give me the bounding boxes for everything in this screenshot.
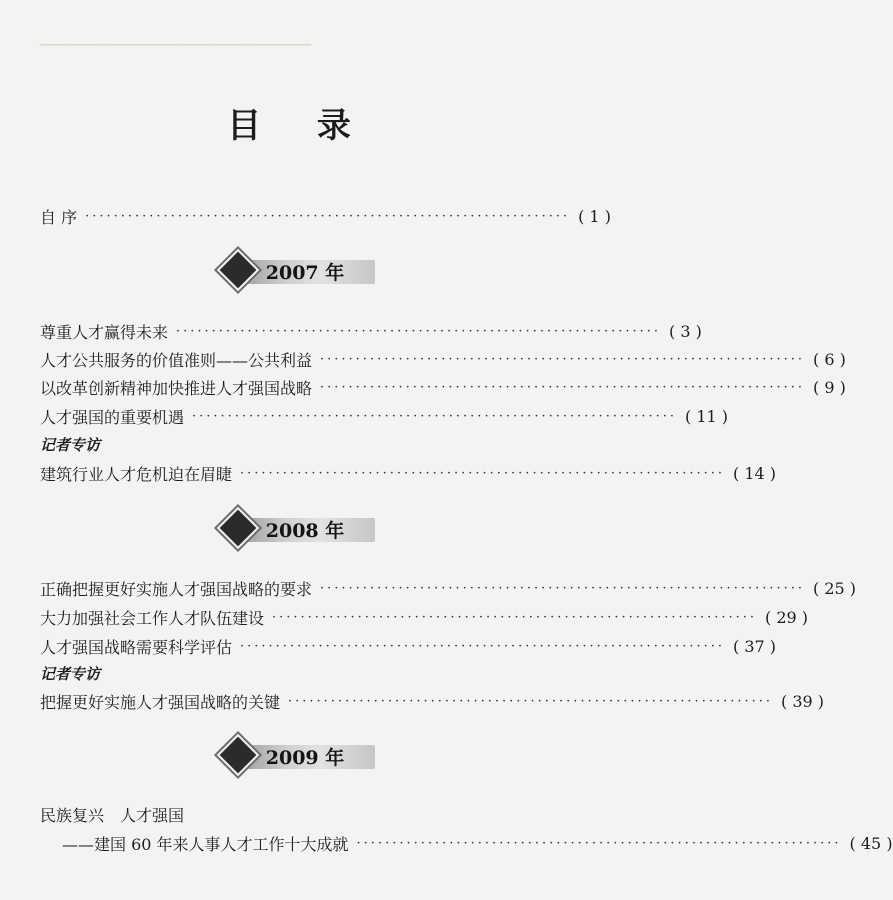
toc-entry[interactable] [40,319,702,343]
toc-page-number: ( 11 ) [685,406,729,426]
toc-entry[interactable] [40,375,846,399]
toc-entry[interactable] [40,634,777,658]
interview-tag: 记者专访 [40,665,101,683]
toc-page-number: ( 25 ) [813,578,857,598]
leader-dots: ···································································· [240,465,726,481]
toc-page-number: ( 39 ) [781,691,825,711]
toc-page-number: ( 3 ) [669,321,702,341]
toc-entry-label: 把握更好实施人才强国战略的关键 [40,692,281,712]
leader-dots: ···································································· [192,408,678,424]
year-label: 2009 年 [265,746,345,769]
leader-dots: ···································································· [272,609,758,625]
toc-subentry[interactable] [62,831,893,855]
toc-page-number: ( 6 ) [813,349,846,369]
toc-page-number: ( 37 ) [733,636,777,656]
toc-entry-label: 人才强国的重要机遇 [40,407,185,427]
toc-page-number: ( 14 ) [733,463,777,483]
toc-entry-label: 人才公共服务的价值准则——公共利益 [40,350,313,370]
toc-entry-label: 大力加强社会工作人才队伍建设 [40,608,265,628]
toc-entry-label: 正确把握更好实施人才强国战略的要求 [40,579,313,599]
toc-entry[interactable] [40,404,729,428]
toc-entry-interview[interactable] [40,689,825,713]
toc-entry-label: 自 序 [40,207,78,227]
toc-entry-label: 民族复兴 人才强国 [40,805,185,825]
toc-entry-preface[interactable] [40,204,611,228]
toc-entry[interactable] [40,347,846,371]
toc-entry-label: ——建国 60 年来人事人才工作十大成就 [62,834,349,854]
toc-entry-label: 尊重人才赢得未来 [40,322,169,342]
leader-dots: ···································································· [320,379,806,395]
year-label: 2008 年 [265,519,345,542]
year-label: 2007 年 [265,261,345,284]
leader-dots: ···································································· [176,323,662,339]
toc-page-number: ( 29 ) [765,607,809,627]
show-through-text: ────────────────────────────── [40,36,311,54]
leader-dots: ···································································· [85,208,571,224]
page-title: 目 录 [227,106,373,146]
toc-entry[interactable] [40,576,857,600]
leader-dots: ···································································· [240,638,726,654]
leader-dots: ···································································· [288,693,774,709]
toc-page-number: ( 1 ) [578,206,611,226]
year-heading-2008 [225,514,375,544]
toc-entry[interactable] [40,605,809,629]
toc-page-number: ( 45 ) [849,833,893,853]
toc-entry[interactable] [40,802,564,826]
year-heading-2009 [225,741,375,771]
leader-dots: ···································································· [356,835,842,851]
year-heading-2007 [225,256,375,286]
toc-entry-label: 以改革创新精神加快推进人才强国战略 [40,378,313,398]
interview-tag: 记者专访 [40,436,101,454]
toc-entry-interview[interactable] [40,461,777,485]
leader-dots: ···································································· [320,580,806,596]
toc-entry-label: 人才强国战略需要科学评估 [40,637,233,657]
leader-dots: ···································································· [320,351,806,367]
toc-entry-label: 建筑行业人才危机迫在眉睫 [40,464,233,484]
toc-page-number: ( 9 ) [813,377,846,397]
